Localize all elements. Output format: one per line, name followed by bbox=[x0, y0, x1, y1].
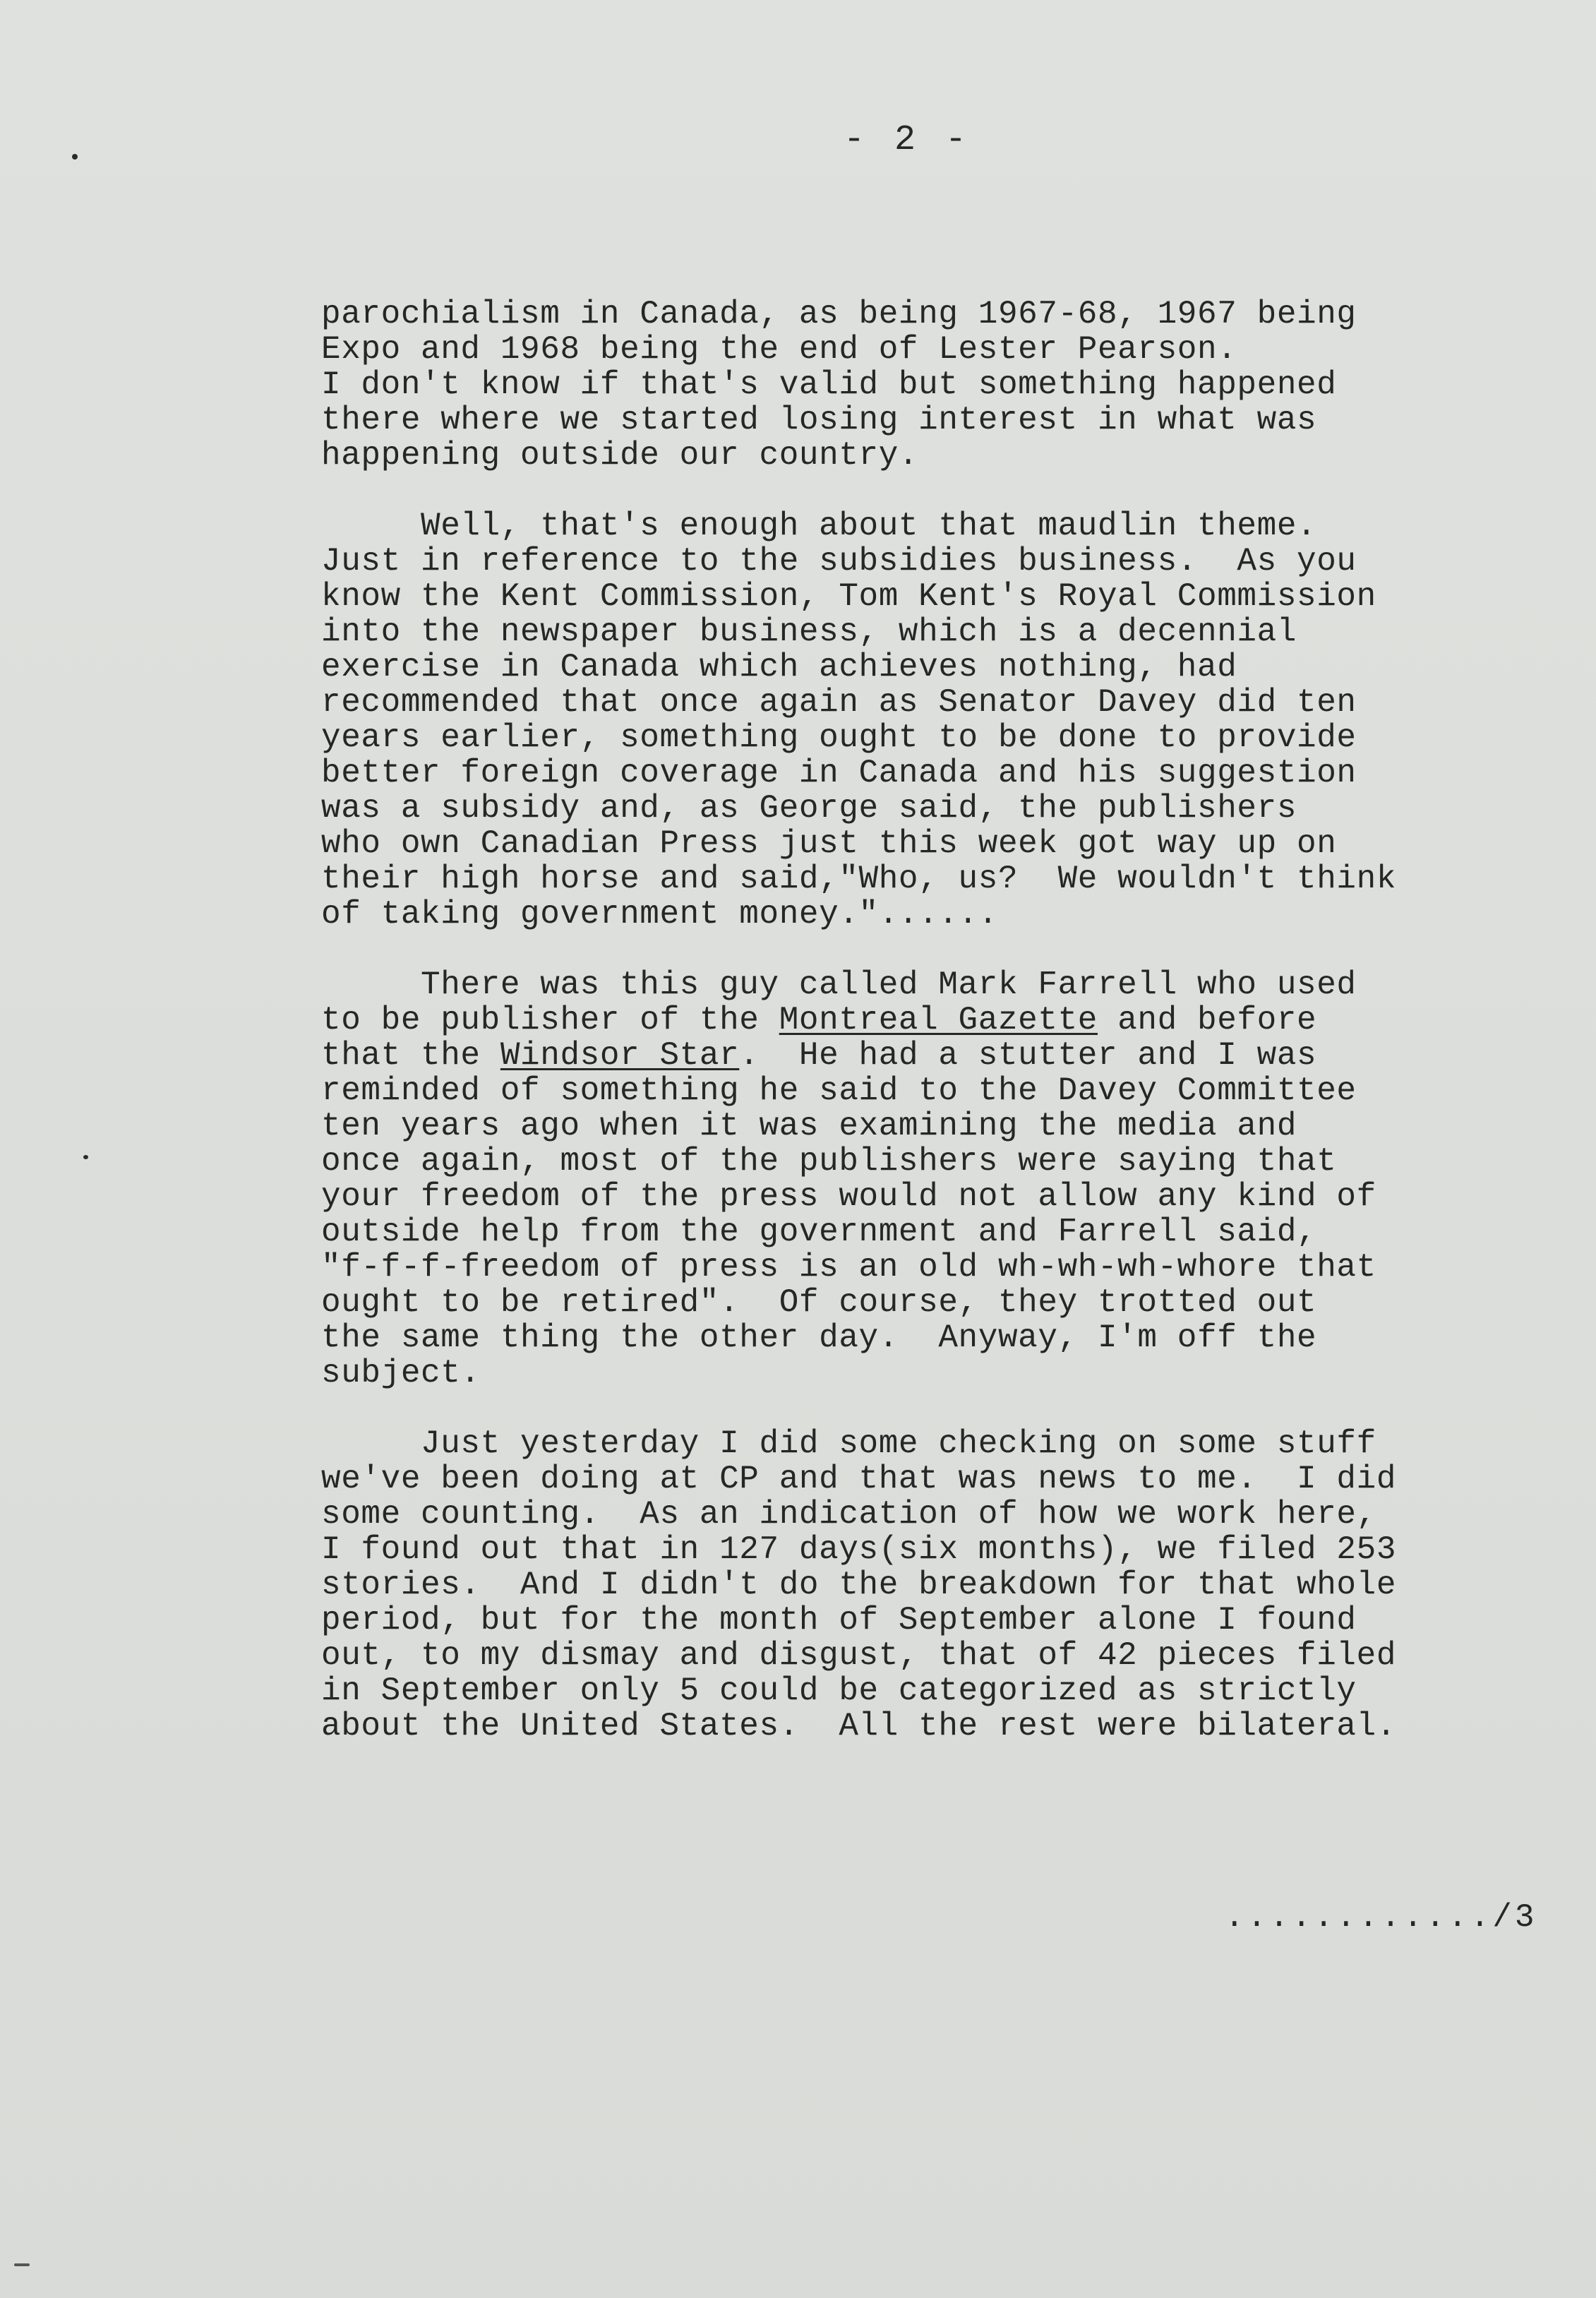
text-line: we've been doing at CP and that was news to me. I did bbox=[321, 1461, 1397, 1497]
text-line: period, but for the month of September alone I found bbox=[321, 1602, 1357, 1639]
text-line: was a subsidy and, as George said, the publishers bbox=[321, 790, 1297, 827]
text-line: happening outside our country. bbox=[321, 437, 919, 474]
text-line: years earlier, something ought to be done to provide bbox=[321, 719, 1357, 756]
text-line: parochialism in Canada, as being 1967-68, 1967 being bbox=[321, 296, 1357, 333]
paper-speck bbox=[14, 2263, 30, 2266]
text-line: reminded of something he said to the Davey Committee bbox=[321, 1072, 1357, 1109]
text-line: some counting. As an indication of how we work here, bbox=[321, 1496, 1376, 1533]
text-line: "f-f-f-freedom of press is an old wh-wh-wh-whore that bbox=[321, 1249, 1376, 1286]
text-line: once again, most of the publishers were saying that bbox=[321, 1143, 1337, 1180]
paragraph-1 bbox=[321, 297, 1486, 473]
text-line: outside help from the government and Farrell said, bbox=[321, 1214, 1317, 1250]
text-line: exercise in Canada which achieves nothing, had bbox=[321, 649, 1237, 686]
text-line: ought to be retired". Of course, they trotted out bbox=[321, 1284, 1317, 1321]
publication-title: Windsor Star bbox=[500, 1037, 740, 1074]
text-line: of taking government money."...... bbox=[321, 896, 998, 933]
text-line: I don't know if that's valid but something happened bbox=[321, 366, 1337, 403]
text-line bbox=[321, 1003, 1486, 1038]
text-line: recommended that once again as Senator Davey did ten bbox=[321, 684, 1357, 721]
text-line: in September only 5 could be categorized as strictly bbox=[321, 1672, 1357, 1709]
text-line: There was this guy called Mark Farrell who used bbox=[321, 967, 1357, 1003]
text-line: their high horse and said,"Who, us? We wouldn't think bbox=[321, 861, 1397, 897]
text-line: there where we started losing interest in what was bbox=[321, 402, 1317, 438]
text-line: I found out that in 127 days(six months), we filed 253 bbox=[321, 1531, 1397, 1568]
text-segment: and before bbox=[1097, 1002, 1317, 1039]
publication-title: Montreal Gazette bbox=[779, 1002, 1098, 1039]
text-line: Just in reference to the subsidies business. As you bbox=[321, 543, 1357, 580]
text-line bbox=[321, 1038, 1486, 1073]
page-number: - 2 - bbox=[844, 120, 971, 160]
text-line: Expo and 1968 being the end of Lester Pearson. bbox=[321, 331, 1237, 368]
text-line: the same thing the other day. Anyway, I'm off the bbox=[321, 1319, 1317, 1356]
continuation-marker: ............/3 bbox=[1225, 1899, 1537, 1936]
text-segment: that the bbox=[321, 1037, 500, 1074]
text-segment: . He had a stutter and I was bbox=[739, 1037, 1317, 1074]
text-line: know the Kent Commission, Tom Kent's Royal Commission bbox=[321, 578, 1376, 615]
text-line: who own Canadian Press just this week got way up on bbox=[321, 825, 1337, 862]
paper-speck bbox=[72, 154, 78, 160]
paragraph-2 bbox=[321, 508, 1486, 932]
text-line: stories. And I didn't do the breakdown for that whole bbox=[321, 1567, 1397, 1603]
text-line: your freedom of the press would not allow any kind of bbox=[321, 1178, 1376, 1215]
letter-body bbox=[321, 297, 1486, 1779]
text-line: better foreign coverage in Canada and his suggestion bbox=[321, 755, 1357, 791]
text-line: about the United States. All the rest were bilateral. bbox=[321, 1708, 1397, 1745]
text-line: into the newspaper business, which is a decennial bbox=[321, 614, 1297, 650]
text-line: out, to my dismay and disgust, that of 42 pieces filed bbox=[321, 1637, 1397, 1674]
text-line: subject. bbox=[321, 1355, 481, 1392]
text-line: Well, that's enough about that maudlin theme. bbox=[321, 508, 1317, 544]
paragraph-4 bbox=[321, 1426, 1486, 1744]
text-line: ten years ago when it was examining the media and bbox=[321, 1108, 1297, 1144]
paper-speck bbox=[83, 1155, 88, 1159]
paragraph-3 bbox=[321, 967, 1486, 1391]
text-line: Just yesterday I did some checking on some stuff bbox=[321, 1425, 1376, 1462]
text-segment: to be publisher of the bbox=[321, 1002, 779, 1039]
